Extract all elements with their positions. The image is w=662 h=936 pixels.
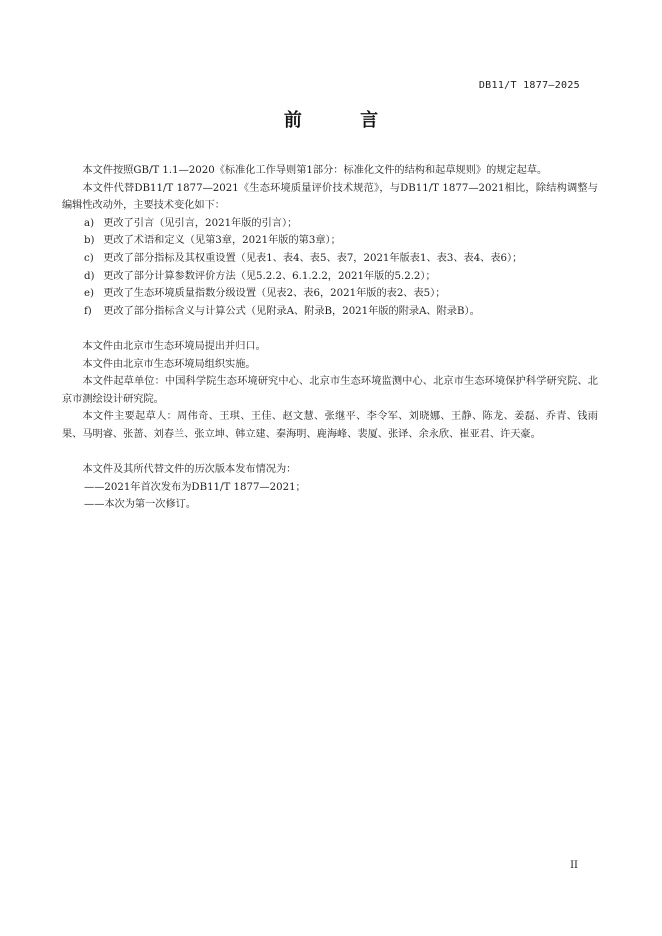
list-item-text: 更改了术语和定义（见第3章，2021年版的第3章）； [103,235,341,247]
list-item-text: 更改了部分计算参数评价方法（见5.2.2、6.1.2.2，2021年版的5.2.2）； [103,270,436,282]
spacer [62,444,598,462]
list-item [62,215,598,233]
drafters-paragraph: 本文件主要起草人：周伟奇、王琪、王佳、赵文慧、张继平、李令军、刘晓娜、王静、陈龙、姜磊、乔青、钱雨果、马明睿、张蔷、刘春兰、张立坤、韩立建、秦海明、鹿海峰、裴厦、张译、余永欣、崔亚君、许天豪。 [62,411,598,440]
document-body [62,162,598,514]
list-item-text: 更改了引言（见引言，2021年版的引言）； [103,217,298,229]
list-item [62,232,598,250]
list-item-label: a) [84,217,95,229]
implementer-paragraph: 本文件由北京市生态环境局组织实施。 [82,358,256,370]
list-item-label: f) [84,305,92,317]
drafting-units-paragraph: 本文件起草单位：中国科学院生态环境研究中心、北京市生态环境监测中心、北京市生态环境保护科学研究院、北京市测绘设计研究院。 [62,376,598,405]
history-item: ——2021年首次发布为DB11/T 1877—2021； [84,481,306,493]
standard-code: DB11/T 1877—2025 [478,80,580,91]
changes-list [62,215,598,321]
list-item-text: 更改了部分指标含义与计算公式（见附录A、附录B，2021年版的附录A、附录B）。 [103,305,480,317]
list-item [62,303,598,321]
scope-paragraph: 本文件按照GB/T 1.1—2020《标准化工作导则第1部分：标准化文件的结构和起草规则》的规定起草。 [82,165,548,176]
proposer-paragraph: 本文件由北京市生态环境局提出并归口。 [82,340,266,352]
list-item-text: 更改了生态环境质量指数分级设置（见表2、表6，2021年版的表2、表5）； [103,288,446,300]
list-item [62,250,598,268]
history-item: ——本次为第一次修订。 [84,499,197,511]
list-item [62,268,598,286]
list-item-label: e) [84,288,95,300]
list-item-label: d) [84,270,95,282]
list-item-label: c) [84,252,94,264]
replacement-paragraph: 本文件代替DB11/T 1877—2021《生态环境质量评价技术规范》，与DB11/T 1877—2021相比，除结构调整与编辑性改动外，主要技术变化如下： [62,182,598,212]
page-number: II [570,860,578,871]
list-item-label: b) [84,235,95,247]
history-intro-paragraph: 本文件及其所代替文件的历次版本发布情况为： [82,464,297,476]
page-title: 前 言 [283,110,405,131]
spacer [62,320,598,338]
list-item [62,285,598,303]
list-item-text: 更改了部分指标及其权重设置（见表1、表4、表5、表7，2021年版表1、表3、表4、表6）； [103,252,523,264]
